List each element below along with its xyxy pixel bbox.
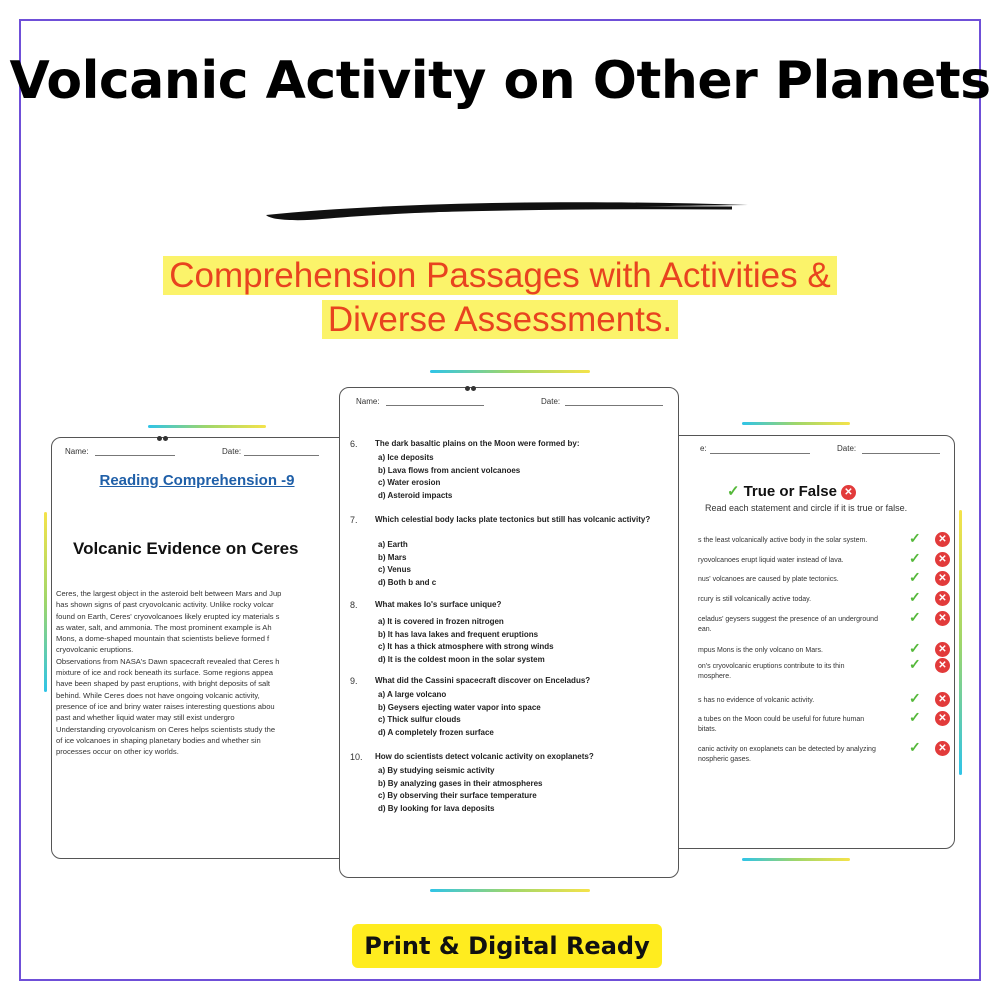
- check-icon[interactable]: ✓: [909, 569, 921, 585]
- date-line: [244, 455, 319, 456]
- check-icon[interactable]: ✓: [909, 589, 921, 605]
- x-circle-icon[interactable]: ✕: [935, 591, 950, 606]
- x-circle-icon[interactable]: ✕: [935, 741, 950, 756]
- true-false-statement: mpus Mons is the only volcano on Mars.: [698, 647, 823, 654]
- check-icon: ✓: [727, 483, 740, 500]
- question-text: The dark basaltic plains on the Moon were formed by:: [375, 439, 580, 448]
- answer-option[interactable]: b) Mars: [378, 552, 407, 562]
- answer-option[interactable]: d) Asteroid impacts: [378, 490, 453, 500]
- true-false-statement: canic activity on exoplanets can be detected by analyzing nospheric gases.: [698, 746, 876, 763]
- deco-line: [430, 889, 590, 892]
- x-circle-icon[interactable]: ✕: [935, 611, 950, 626]
- x-circle-icon[interactable]: ✕: [935, 692, 950, 707]
- check-icon[interactable]: ✓: [909, 550, 921, 566]
- x-circle-icon[interactable]: ✕: [935, 552, 950, 567]
- subtitle-line-1: Comprehension Passages with Activities &: [163, 256, 836, 295]
- question-text: What makes Io's surface unique?: [375, 600, 502, 609]
- answer-option[interactable]: b) By analyzing gases in their atmospheres: [378, 778, 543, 788]
- check-icon[interactable]: ✓: [909, 640, 921, 656]
- name-label: Name:: [356, 397, 380, 406]
- question-text: How do scientists detect volcanic activity on exoplanets?: [375, 752, 594, 761]
- binder-ring: [157, 436, 169, 443]
- question-text: What did the Cassini spacecraft discover on Enceladus?: [375, 676, 591, 685]
- deco-line: [742, 422, 850, 425]
- question-number: 9.: [350, 676, 358, 686]
- answer-option[interactable]: d) Both b and c: [378, 577, 437, 587]
- true-false-title-text: True or False: [743, 483, 837, 500]
- answer-option[interactable]: b) Lava flows from ancient volcanoes: [378, 465, 521, 475]
- question-number: 10.: [350, 752, 363, 762]
- passage-title: Volcanic Evidence on Ceres: [73, 539, 299, 558]
- true-false-statement: on's cryovolcanic eruptions contribute to its thin mosphere.: [698, 663, 845, 680]
- brush-underline: [262, 195, 752, 225]
- subtitle-line-2: Diverse Assessments.: [322, 300, 678, 339]
- name-label: e:: [700, 444, 707, 453]
- true-false-statement: celadus' geysers suggest the presence of an underground ean.: [698, 616, 878, 633]
- deco-line: [430, 370, 590, 373]
- answer-option[interactable]: c) Venus: [378, 565, 411, 575]
- deco-line: [148, 425, 266, 428]
- x-circle-icon[interactable]: ✕: [935, 571, 950, 586]
- question-number: 7.: [350, 515, 358, 525]
- answer-option[interactable]: b) Geysers ejecting water vapor into space: [378, 702, 541, 712]
- answer-option[interactable]: d) By looking for lava deposits: [378, 803, 495, 813]
- answer-option[interactable]: c) Thick sulfur clouds: [378, 715, 461, 725]
- answer-option[interactable]: c) Water erosion: [378, 478, 441, 488]
- x-circle-icon[interactable]: ✕: [935, 711, 950, 726]
- date-label: Date:: [541, 397, 561, 406]
- check-icon[interactable]: ✓: [909, 656, 921, 672]
- x-circle-icon[interactable]: ✕: [935, 532, 950, 547]
- true-false-statement: a tubes on the Moon could be useful for future human bitats.: [698, 716, 865, 733]
- x-circle-icon[interactable]: ✕: [935, 642, 950, 657]
- page-title: Volcanic Activity on Other Planets: [9, 51, 991, 111]
- check-icon[interactable]: ✓: [909, 609, 921, 625]
- name-label: Name:: [65, 447, 89, 456]
- check-icon[interactable]: ✓: [909, 530, 921, 546]
- answer-option[interactable]: d) It is the coldest moon in the solar system: [378, 654, 545, 664]
- check-icon[interactable]: ✓: [909, 739, 921, 755]
- answer-option[interactable]: c) By observing their surface temperature: [378, 791, 537, 801]
- true-false-statement: s the least volcanically active body in the solar system.: [698, 537, 868, 544]
- question-number: 8.: [350, 600, 358, 610]
- date-label: Date:: [837, 444, 857, 453]
- answer-option[interactable]: a) By studying seismic activity: [378, 766, 495, 775]
- binder-ring: [465, 386, 477, 393]
- x-circle-icon[interactable]: ✕: [935, 658, 950, 673]
- true-false-statement: nus' volcanoes are caused by plate tectonics.: [698, 576, 839, 583]
- answer-option[interactable]: b) It has lava lakes and frequent eruptions: [378, 629, 539, 639]
- passage-text: Ceres, the largest object in the asteroid belt between Mars and Jup has shown signs of past cryovolcanic activity. Unlike rocky volcar found on Earth, Ceres' cryovolcanoes likely erupted icy materials s as water, salt, and ammonia. The most prominent example is Ah Mons, a dome-shaped mountain that scientists believe formed f cryovolcanic eruptions. Observations from NASA's Dawn spacecraft revealed that Ceres h mixture of ice and rock beneath its surface. Some regions appea have been shaped by past eruptions, with bright deposits of salt behind. While Ceres does not have ongoing volcanic activity, presence of ice and briny water raises interesting questions abou past and whether liquid water may still exist undergro Understanding cryovolcanism on Ceres helps scientists study the of ice volcanoes in shaping planetary bodies and whether sin processes occur on other icy worlds.: [56, 589, 282, 757]
- print-digital-badge: Print & Digital Ready: [352, 924, 662, 968]
- true-false-statement: rcury is still volcanically active today.: [698, 596, 812, 603]
- check-icon[interactable]: ✓: [909, 690, 921, 706]
- question-text: Which celestial body lacks plate tectonics but still has volcanic activity?: [375, 515, 651, 524]
- x-circle-icon: ✕: [841, 485, 856, 500]
- answer-option[interactable]: d) A completely frozen surface: [378, 727, 494, 737]
- date-label: Date:: [222, 447, 242, 456]
- true-false-instruction: Read each statement and circle if it is true or false.: [705, 503, 908, 513]
- question-number: 6.: [350, 439, 358, 449]
- deco-line: [44, 512, 47, 692]
- reading-comprehension-heading: Reading Comprehension -9: [99, 472, 295, 489]
- answer-option[interactable]: a) A large volcano: [378, 690, 447, 699]
- true-false-statement: s has no evidence of volcanic activity.: [698, 697, 815, 704]
- name-line: [710, 453, 810, 454]
- answer-option[interactable]: c) It has a thick atmosphere with strong winds: [378, 642, 554, 652]
- date-line: [862, 453, 940, 454]
- subtitle: [0, 254, 1000, 342]
- answer-option[interactable]: a) Ice deposits: [378, 453, 434, 462]
- name-line: [386, 405, 484, 406]
- check-icon[interactable]: ✓: [909, 709, 921, 725]
- true-false-statement: ryovolcanoes erupt liquid water instead of lava.: [698, 557, 844, 564]
- deco-line: [959, 510, 962, 775]
- true-false-title: [727, 482, 856, 500]
- answer-option[interactable]: a) Earth: [378, 540, 408, 549]
- date-line: [565, 405, 663, 406]
- name-line: [95, 455, 175, 456]
- deco-line: [742, 858, 850, 861]
- answer-option[interactable]: a) It is covered in frozen nitrogen: [378, 617, 504, 626]
